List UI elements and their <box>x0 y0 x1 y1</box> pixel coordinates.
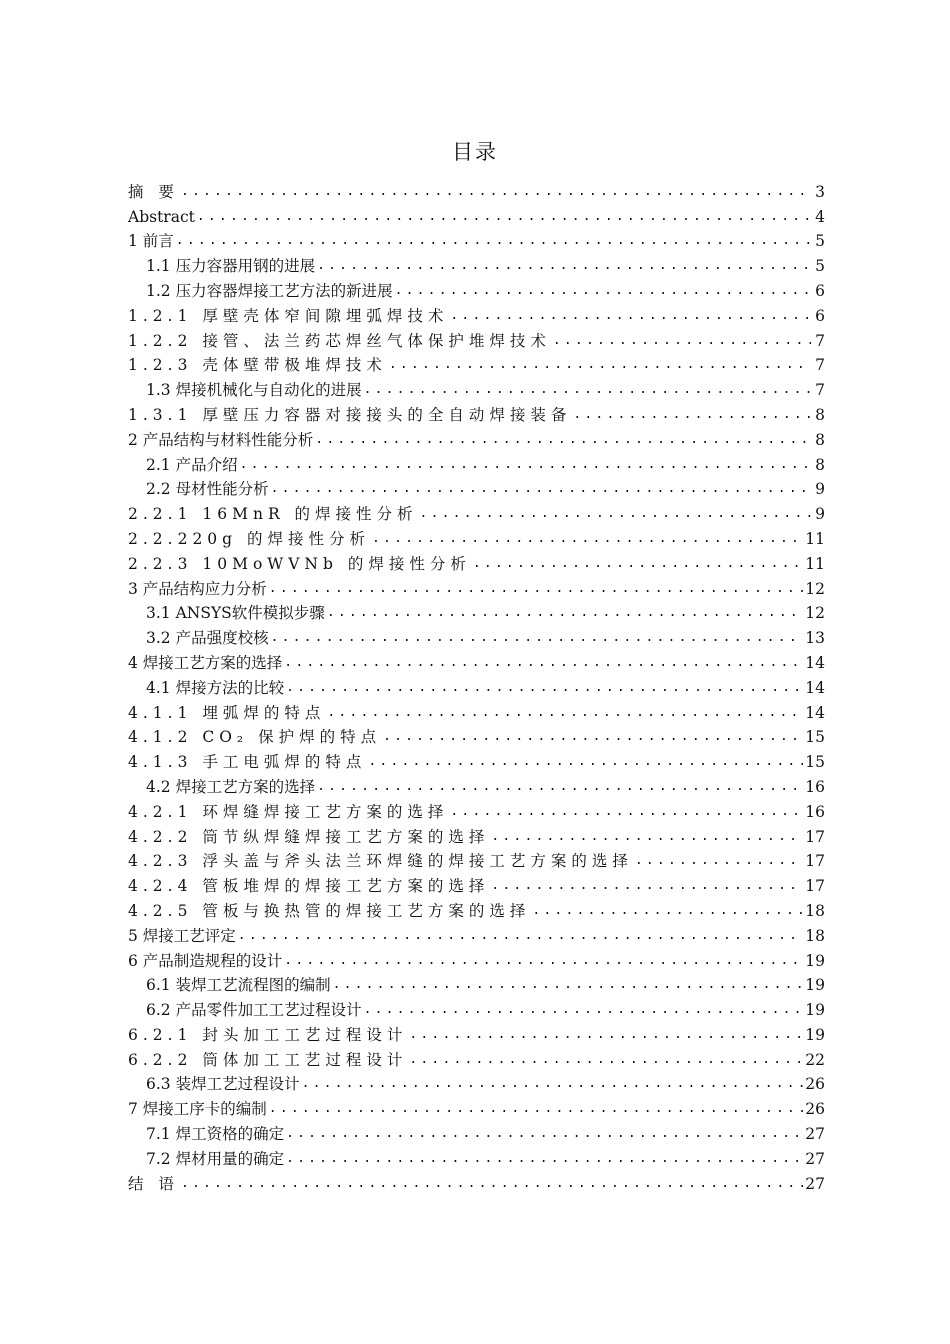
toc-entry[interactable] <box>128 796 825 821</box>
toc-entry[interactable] <box>128 598 825 623</box>
toc-entry-page: 27 <box>805 1174 825 1193</box>
toc-entry-label: 4.2.4 管板堆焊的焊接工艺方案的选择 <box>128 877 490 896</box>
toc-entry[interactable] <box>128 821 825 846</box>
toc-entry-label: 2.2.220g 的焊接性分析 <box>128 529 371 548</box>
toc-leader <box>269 1100 803 1118</box>
toc-entry[interactable] <box>128 275 825 300</box>
toc-entry-page: 15 <box>805 753 825 772</box>
toc-entry-page: 13 <box>805 629 825 648</box>
toc-leader <box>271 629 804 647</box>
toc-entry-label: 摘 要 <box>128 182 179 201</box>
toc-entry-label: 1 前言 <box>128 232 174 251</box>
toc-leader <box>286 1125 803 1143</box>
toc-entry-label: 2.2 母材性能分析 <box>146 480 269 499</box>
toc-leader <box>238 927 803 945</box>
toc-title: 目录 <box>452 140 498 164</box>
toc-entry[interactable] <box>128 374 825 399</box>
toc-entry-page: 8 <box>815 405 825 424</box>
toc-entry[interactable] <box>128 523 825 548</box>
toc-entry-page: 19 <box>805 976 825 995</box>
toc-leader <box>286 1150 803 1168</box>
toc-entry[interactable] <box>128 672 825 697</box>
toc-entry-page: 9 <box>815 480 825 499</box>
toc-entry[interactable] <box>128 548 825 573</box>
toc-entry-label: 4.1.1 埋弧焊的特点 <box>128 703 326 722</box>
toc-entry-page: 8 <box>815 430 825 449</box>
toc-entry-label: 6.2 产品零件加工工艺过程设计 <box>146 1001 362 1020</box>
toc-entry-label: 3.2 产品强度校核 <box>146 629 269 648</box>
toc-entry-page: 18 <box>805 901 825 920</box>
toc-entry[interactable] <box>128 300 825 325</box>
toc-entry-page: 11 <box>805 529 825 548</box>
toc-entry-page: 9 <box>815 505 825 524</box>
toc-leader <box>302 1075 804 1093</box>
toc-leader <box>409 1026 803 1044</box>
toc-entry[interactable] <box>128 350 825 375</box>
toc-entry-label: 4.2.2 筒节纵焊缝焊接工艺方案的选择 <box>128 827 490 846</box>
toc-entry-label: 2.2.1 16MnR 的焊接性分析 <box>128 505 418 524</box>
toc-entry-label: 1.1 压力容器用钢的进展 <box>146 257 316 276</box>
toc-entry[interactable] <box>128 920 825 945</box>
toc-leader <box>176 232 811 250</box>
toc-entry-page: 11 <box>805 554 825 573</box>
toc-entry-label: 1.3 焊接机械化与自动化的进展 <box>146 381 362 400</box>
toc-entry[interactable] <box>128 622 825 647</box>
toc-entry[interactable] <box>128 399 825 424</box>
toc-entry-page: 26 <box>805 1075 825 1094</box>
toc-entry[interactable] <box>128 1069 825 1094</box>
toc-entry-page: 3 <box>815 182 825 201</box>
toc-entry-label: 7.1 焊工资格的确定 <box>146 1125 285 1144</box>
toc-leader <box>383 728 803 746</box>
toc-entry[interactable] <box>128 970 825 995</box>
toc-leader <box>420 505 811 523</box>
toc-leader <box>315 431 811 449</box>
toc-leader <box>473 555 803 573</box>
toc-entry[interactable] <box>128 771 825 796</box>
toc-entry-page: 15 <box>805 728 825 747</box>
toc-entry-page: 12 <box>805 604 825 623</box>
toc-entry[interactable] <box>128 1143 825 1168</box>
toc-entry-page: 16 <box>805 777 825 796</box>
toc-entry[interactable] <box>128 722 825 747</box>
toc-entry[interactable] <box>128 1118 825 1143</box>
toc-entry[interactable] <box>128 176 825 201</box>
toc-entry[interactable] <box>128 994 825 1019</box>
toc-leader <box>181 1175 803 1193</box>
toc-entry[interactable] <box>128 945 825 970</box>
toc-entry-page: 17 <box>805 877 825 896</box>
toc-entry-label: 4.2 焊接工艺方案的选择 <box>146 777 316 796</box>
toc-leader <box>284 654 803 672</box>
toc-entry-page: 19 <box>805 1025 825 1044</box>
toc-entry[interactable] <box>128 870 825 895</box>
toc-leader <box>364 1001 804 1019</box>
toc-entry-label: 7 焊接工序卡的编制 <box>128 1100 267 1119</box>
toc-entry-page: 14 <box>805 678 825 697</box>
toc-entry-page: 14 <box>805 653 825 672</box>
toc-entry[interactable] <box>128 697 825 722</box>
toc-entry[interactable] <box>128 1168 825 1193</box>
toc-entry-label: 2 产品结构与材料性能分析 <box>128 430 314 449</box>
toc-leader <box>269 580 803 598</box>
toc-entry[interactable] <box>128 474 825 499</box>
toc-leader <box>491 877 803 895</box>
toc-leader <box>635 852 803 870</box>
toc-entry[interactable] <box>128 1044 825 1069</box>
toc-leader <box>271 480 811 498</box>
toc-leader <box>327 604 803 622</box>
toc-leader <box>333 976 804 994</box>
toc-leader <box>181 183 811 201</box>
toc-entry-page: 27 <box>805 1149 825 1168</box>
toc-entry-label: 1.3.1 厚壁压力容器对接接头的全自动焊接装备 <box>128 405 572 424</box>
toc-entry-page: 6 <box>815 306 825 325</box>
toc-entry-label: 1.2.1 厚壁壳体窄间隙埋弧焊技术 <box>128 306 449 325</box>
toc-entry[interactable] <box>128 449 825 474</box>
toc-entry-page: 12 <box>805 579 825 598</box>
toc-entry-page: 17 <box>805 827 825 846</box>
toc-entry-page: 5 <box>815 257 825 276</box>
toc-entry-label: 4.1.2 CO₂ 保护焊的特点 <box>128 728 382 747</box>
toc-entry-page: 5 <box>815 232 825 251</box>
toc-entry[interactable] <box>128 201 825 226</box>
toc-entry-label: 2.1 产品介绍 <box>146 455 238 474</box>
toc-entry-label: 6.3 装焊工艺过程设计 <box>146 1075 300 1094</box>
toc-entry-page: 19 <box>805 1001 825 1020</box>
toc-leader <box>409 1051 803 1069</box>
toc-entry[interactable] <box>128 895 825 920</box>
toc-leader <box>286 679 803 697</box>
toc-entry-label: 1.2.3 壳体壁带极堆焊技术 <box>128 356 387 375</box>
toc-entry-label: 4.1 焊接方法的比较 <box>146 678 285 697</box>
toc-entry-label: 4 焊接工艺方案的选择 <box>128 653 283 672</box>
toc-entry-page: 8 <box>815 455 825 474</box>
toc-entry-label: 1.2.2 接管、法兰药芯焊丝气体保护堆焊技术 <box>128 331 551 350</box>
toc-entry[interactable] <box>128 1019 825 1044</box>
toc-entry[interactable] <box>128 647 825 672</box>
toc-entry-page: 7 <box>815 381 825 400</box>
toc-leader <box>450 307 811 325</box>
toc-entry[interactable] <box>128 325 825 350</box>
toc-entry-label: 结 语 <box>128 1174 179 1193</box>
toc-entry-page: 17 <box>805 852 825 871</box>
toc-entry-label: 4.1.3 手工电弧焊的特点 <box>128 753 367 772</box>
toc-entry-page: 22 <box>805 1050 825 1069</box>
toc-entry[interactable] <box>128 226 825 251</box>
toc-entry-label: Abstract <box>128 207 195 226</box>
toc-leader <box>197 208 811 226</box>
toc-entry-page: 27 <box>805 1125 825 1144</box>
toc-entry[interactable] <box>128 573 825 598</box>
toc-entry[interactable] <box>128 424 825 449</box>
toc-entry[interactable] <box>128 250 825 275</box>
toc-leader <box>368 753 803 771</box>
toc-leader <box>553 332 811 350</box>
toc-leader <box>327 704 803 722</box>
toc-leader <box>450 803 803 821</box>
toc-entry-label: 3 产品结构应力分析 <box>128 579 267 598</box>
toc-leader <box>240 456 811 474</box>
toc-entry-page: 14 <box>805 703 825 722</box>
toc-entry-label: 4.2.1 环焊缝焊接工艺方案的选择 <box>128 802 449 821</box>
toc-entry[interactable] <box>128 1093 825 1118</box>
toc-entry-label: 4.2.3 浮头盖与斧头法兰环焊缝的焊接工艺方案的选择 <box>128 852 633 871</box>
toc-entry-label: 4.2.5 管板与换热管的焊接工艺方案的选择 <box>128 901 531 920</box>
toc-entry-page: 26 <box>805 1100 825 1119</box>
toc-entry-label: 6.1 装焊工艺流程图的编制 <box>146 976 331 995</box>
toc-entry-label: 3.1 ANSYS软件模拟步骤 <box>146 604 325 623</box>
toc-entry-page: 7 <box>815 331 825 350</box>
table-of-contents <box>128 176 825 1193</box>
toc-entry-label: 5 焊接工艺评定 <box>128 926 236 945</box>
toc-entry-page: 19 <box>805 951 825 970</box>
toc-leader <box>573 406 811 424</box>
toc-entry-label: 1.2 压力容器焊接工艺方法的新进展 <box>146 281 393 300</box>
toc-leader <box>491 828 803 846</box>
toc-entry-label: 7.2 焊材用量的确定 <box>146 1149 285 1168</box>
toc-entry-label: 2.2.3 10MoWVNb 的焊接性分析 <box>128 554 471 573</box>
toc-leader <box>284 952 803 970</box>
toc-entry-label: 6 产品制造规程的设计 <box>128 951 283 970</box>
toc-entry[interactable] <box>128 498 825 523</box>
toc-entry-page: 18 <box>805 926 825 945</box>
toc-entry-page: 6 <box>815 281 825 300</box>
toc-entry-label: 6.2.2 筒体加工工艺过程设计 <box>128 1050 408 1069</box>
toc-entry-page: 16 <box>805 802 825 821</box>
toc-leader <box>317 257 811 275</box>
toc-entry-page: 4 <box>815 207 825 226</box>
toc-entry-page: 7 <box>815 356 825 375</box>
toc-entry[interactable] <box>128 846 825 871</box>
toc-entry-label: 6.2.1 封头加工工艺过程设计 <box>128 1025 408 1044</box>
toc-leader <box>389 356 811 374</box>
toc-leader <box>372 530 803 548</box>
toc-entry[interactable] <box>128 746 825 771</box>
toc-leader <box>532 902 803 920</box>
toc-leader <box>364 381 811 399</box>
toc-leader <box>317 778 803 796</box>
toc-leader <box>395 282 811 300</box>
